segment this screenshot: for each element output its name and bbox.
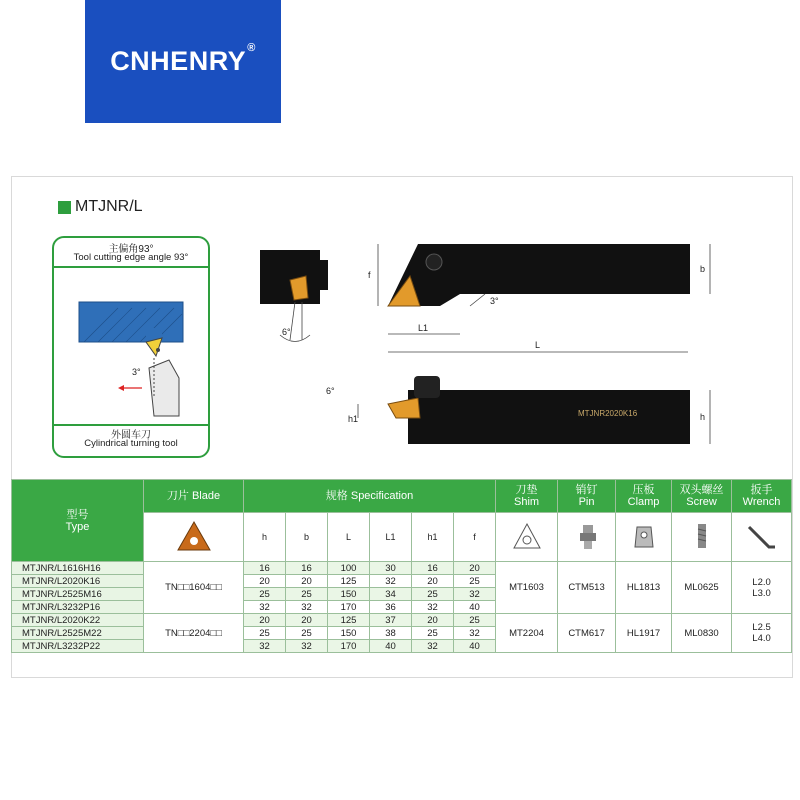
spec-cell: 25 — [244, 627, 286, 640]
col-spec: 规格 Specification — [244, 480, 496, 513]
wrench-cell — [732, 614, 792, 653]
dim-l-label: L — [535, 340, 541, 350]
wrench-size: L4.0 — [752, 633, 771, 644]
dim-h: h — [244, 513, 286, 562]
spec-cell: 32 — [412, 601, 454, 614]
spec-cell: 125 — [328, 575, 370, 588]
side-view-drawing — [318, 372, 730, 454]
spec-cell: 20 — [244, 575, 286, 588]
wrench-size: L2.5 — [752, 622, 771, 633]
spec-cell: 16 — [244, 562, 286, 575]
spec-cell: 150 — [328, 627, 370, 640]
tool-engraving: MTJNR2020K16 — [578, 409, 638, 418]
spec-cell: 125 — [328, 614, 370, 627]
screw-cell: ML0625 — [672, 562, 732, 614]
screw-icon — [672, 513, 732, 562]
type-cell: MTJNR/L3232P16 — [12, 601, 144, 614]
spec-cell: 32 — [454, 627, 496, 640]
type-cell: MTJNR/L2020K16 — [12, 575, 144, 588]
spec-cell: 100 — [328, 562, 370, 575]
shim-cell: MT1603 — [496, 562, 558, 614]
spec-cell: 16 — [412, 562, 454, 575]
spec-cell: 170 — [328, 601, 370, 614]
brand-logo — [85, 0, 281, 123]
type-cell: MTJNR/L1616H16 — [12, 562, 144, 575]
spec-cell: 36 — [370, 601, 412, 614]
spec-cell: 40 — [454, 601, 496, 614]
col-shim: 刀垫 Shim — [496, 480, 558, 513]
col-pin: 销钉 Pin — [558, 480, 616, 513]
spec-cell: 25 — [454, 575, 496, 588]
spec-cell: 25 — [412, 627, 454, 640]
angle-caption-en: Cylindrical turning tool — [84, 438, 178, 449]
spec-cell: 30 — [370, 562, 412, 575]
green-square-icon — [58, 201, 71, 214]
angle-caption-cn: 外圆车刀 — [111, 430, 151, 441]
clamp-cell: HL1917 — [616, 614, 672, 653]
dim-l: L — [328, 513, 370, 562]
spec-cell: 20 — [412, 575, 454, 588]
dim-l1-label: L1 — [418, 323, 429, 333]
col-wrench: 扳手 Wrench — [732, 480, 792, 513]
pin-cell: CTM513 — [558, 562, 616, 614]
angle-title-cn: 主偏角93° — [108, 244, 154, 255]
wrench-size: L2.0 — [752, 576, 771, 588]
type-cell: MTJNR/L2525M22 — [12, 627, 144, 640]
spec-cell: 20 — [244, 614, 286, 627]
spec-cell: 150 — [328, 588, 370, 601]
spec-cell: 25 — [286, 627, 328, 640]
blade-cell: TN□□1604□□ — [144, 562, 244, 614]
end-view-drawing — [250, 240, 360, 360]
table-row — [12, 614, 792, 627]
spec-cell: 38 — [370, 627, 412, 640]
spec-cell: 170 — [328, 640, 370, 653]
spec-cell: 32 — [412, 640, 454, 653]
spec-cell: 25 — [286, 588, 328, 601]
spec-cell: 20 — [412, 614, 454, 627]
shim-cell: MT2204 — [496, 614, 558, 653]
spec-cell: 25 — [244, 588, 286, 601]
spec-cell: 34 — [370, 588, 412, 601]
spec-cell: 37 — [370, 614, 412, 627]
spec-cell: 20 — [286, 614, 328, 627]
dim-b-label: b — [700, 264, 706, 274]
spec-cell: 40 — [370, 640, 412, 653]
dim-f: f — [454, 513, 496, 562]
top-view-drawing — [360, 236, 730, 362]
type-cell: MTJNR/L3232P22 — [12, 640, 144, 653]
top-angle-label: 3° — [490, 296, 499, 306]
dim-h-label: h — [700, 412, 706, 422]
dim-h1-label: h1 — [348, 414, 359, 424]
page-title: MTJNR/L — [58, 198, 143, 216]
dim-b: b — [286, 513, 328, 562]
table-row — [12, 562, 792, 575]
spec-cell: 20 — [286, 575, 328, 588]
dim-l1: L1 — [370, 513, 412, 562]
brand-name: CNHENRY® — [110, 42, 256, 76]
shim-icon — [496, 513, 558, 562]
spec-cell: 32 — [244, 601, 286, 614]
col-blade: 刀片 Blade — [144, 480, 244, 513]
spec-cell: 40 — [454, 640, 496, 653]
wrench-icon — [732, 513, 792, 562]
col-screw: 双头螺丝 Screw — [672, 480, 732, 513]
angle-title-en: Tool cutting edge angle 93° — [73, 252, 189, 263]
angle-label: 3° — [132, 367, 141, 377]
col-type: 型号 Type — [12, 480, 144, 562]
pin-icon — [558, 513, 616, 562]
spec-cell: 25 — [454, 614, 496, 627]
spec-cell: 25 — [412, 588, 454, 601]
spec-cell: 32 — [286, 640, 328, 653]
dim-h1: h1 — [412, 513, 454, 562]
blade-cell: TN□□2204□□ — [144, 614, 244, 653]
end-angle-label: 6° — [282, 327, 291, 337]
spec-cell: 32 — [370, 575, 412, 588]
clamp-icon — [616, 513, 672, 562]
screw-cell: ML0830 — [672, 614, 732, 653]
type-cell: MTJNR/L2525M16 — [12, 588, 144, 601]
spec-cell: 16 — [286, 562, 328, 575]
spec-table — [11, 479, 792, 653]
spec-cell: 20 — [454, 562, 496, 575]
type-cell: MTJNR/L2020K22 — [12, 614, 144, 627]
col-clamp: 压板 Clamp — [616, 480, 672, 513]
blade-icon — [144, 513, 244, 562]
side-angle-label: 6° — [326, 386, 335, 396]
spec-cell: 32 — [244, 640, 286, 653]
pin-cell: CTM617 — [558, 614, 616, 653]
wrench-size: L3.0 — [752, 587, 771, 599]
spec-cell: 32 — [454, 588, 496, 601]
dim-f-label: f — [368, 270, 371, 280]
wrench-cell — [732, 562, 792, 614]
clamp-cell: HL1813 — [616, 562, 672, 614]
turning-diagram — [54, 268, 208, 424]
angle-box — [52, 236, 210, 458]
spec-cell: 32 — [286, 601, 328, 614]
